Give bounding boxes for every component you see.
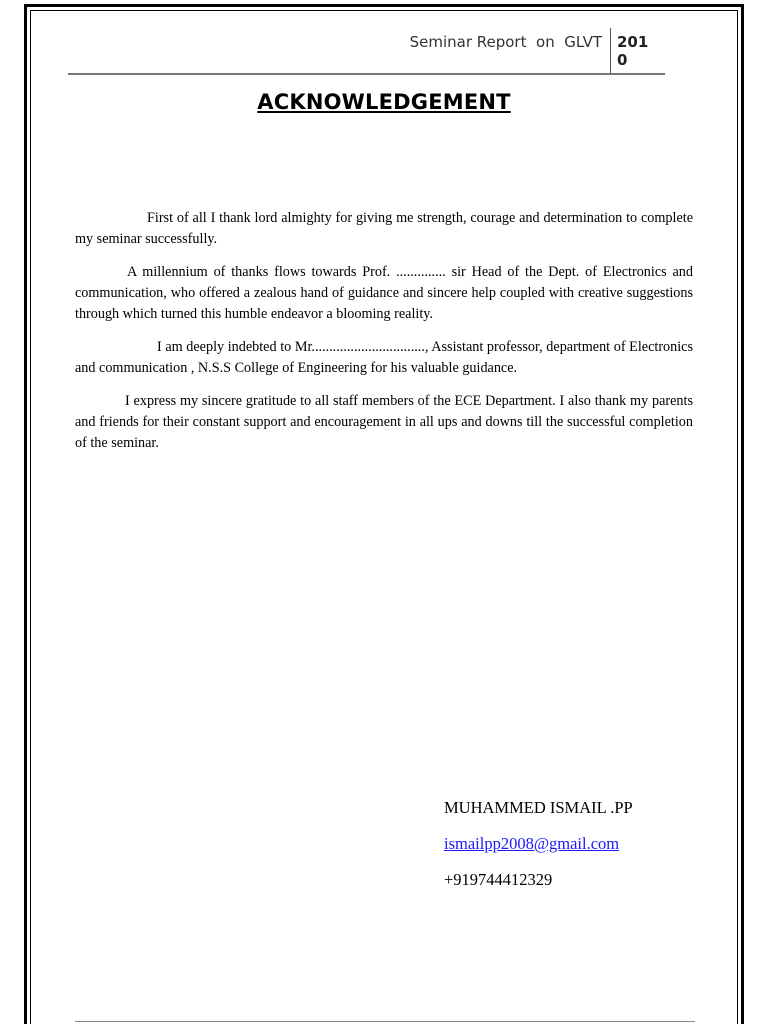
page-title: ACKNOWLEDGEMENT bbox=[257, 90, 511, 114]
paragraph-4: I express my sincere gratitude to all staff members of the ECE Department. I also thank my parents and friends for their constant support and encouragement in all ups and downs till the successful completion of the seminar. bbox=[75, 393, 693, 451]
paragraph-1: First of all I thank lord almighty for giving me strength, courage and determination to complete my seminar successfully. bbox=[75, 210, 693, 247]
signature-block bbox=[444, 796, 633, 904]
paragraph-2: A millennium of thanks flows towards Prof. .............. sir Head of the Dept. of Electronics and communication, who offered a zealous hand of guidance and sincere help coupled with creative suggestions through which turned this humble endeavor a blooming reality. bbox=[75, 264, 693, 322]
footer-divider bbox=[75, 1021, 695, 1022]
header-year: 2010 bbox=[617, 33, 649, 69]
header-divider-vertical bbox=[610, 28, 611, 74]
acknowledgement-body bbox=[75, 208, 693, 466]
header-divider-horizontal bbox=[68, 73, 665, 75]
signature-email-link[interactable]: ismailpp2008@gmail.com bbox=[444, 834, 620, 853]
signature-phone: +919744412329 bbox=[444, 870, 553, 889]
header-report-title: Seminar Report on GLVT bbox=[409, 33, 602, 51]
signature-name: MUHAMMED ISMAIL .PP bbox=[444, 798, 633, 817]
paragraph-3: I am deeply indebted to Mr................................, Assistant professor, department of Electronics and communication , N.S.S College of Engineering for his valuable guidance. bbox=[75, 339, 693, 376]
